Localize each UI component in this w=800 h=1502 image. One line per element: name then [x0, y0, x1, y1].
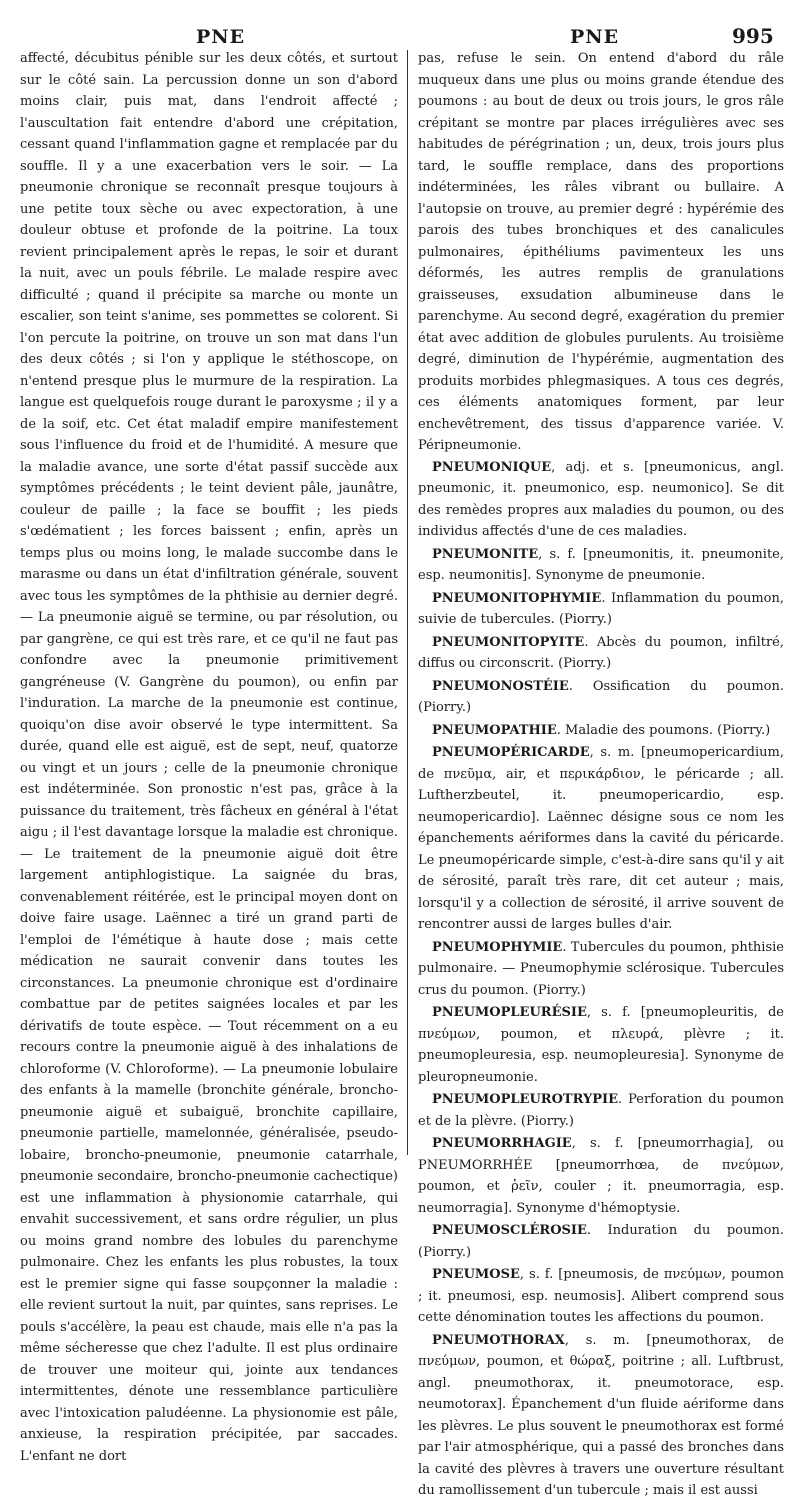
entry-definition: , s. m. [pneumothorax, de πνεύμων, poumon, et θώραξ, poitrine ; all. Luftbrust, angl. pneumothorax, it. pneumotorace, esp. neumotorax]. Épanchement d'un fluide aériforme dans les plèvres. Le plus souvent le pneumothorax est formé par l'air atmosphérique, qui a passé des bronches dans la cavité des plèvres à travers une ouverture résultant du ramollissement d'un tubercule ; mais il est aussi	[418, 1332, 784, 1498]
entry-headword: PNEUMONITOPHYMIE	[432, 590, 602, 606]
dictionary-entry	[418, 1264, 784, 1329]
entry-headword: PNEUMONITE	[432, 546, 539, 562]
entry-definition: , s. m. [pneumopericardium, de πνεῦμα, air, et περικάρδιον, le péricarde ; all. Luftherzbeutel, it. pneumopericardio, esp. neumopericardio]. Laënnec désigne sous ce nom les épanchements aériformes dans la cavité du péricarde. Le pneumopéricarde simple, c'est-à-dire sans qu'il y ait de sérosité, paraît très rare, dit cet auteur ; mais, lorsqu'il y a collection de sérosité, il arrive souvent de rencontrer aussi de larges bulles d'air.	[418, 745, 784, 932]
dictionary-entry	[418, 544, 784, 587]
running-header	[0, 18, 800, 52]
dictionary-entry	[418, 1089, 784, 1132]
page-number: 995	[732, 24, 774, 48]
entry-headword: PNEUMOSE	[432, 1267, 520, 1282]
dictionary-entry	[418, 632, 784, 675]
entry-definition: . Induration du poumon. (Piorry.)	[418, 1223, 784, 1260]
entry-headword: PNEUMONOSTÉIE	[432, 678, 569, 694]
entry-definition: . Inflammation du poumon, suivie de tubercules. (Piorry.)	[418, 590, 784, 627]
entry-headword: PNEUMORRHAGIE	[432, 1136, 572, 1151]
dictionary-entry	[418, 588, 784, 631]
entry-headword: PNEUMONIQUE	[432, 459, 552, 475]
entry-headword: PNEUMOPATHIE	[432, 722, 557, 738]
left-running-head: PNE	[196, 26, 246, 48]
entry-headword: PNEUMOSCLÉROSIE	[432, 1223, 587, 1238]
entry-headword: PNEUMONITOPYITE	[432, 634, 585, 650]
right-column-continuation: pas, refuse le sein. On entend d'abord du râle muqueux dans une plus ou moins grande étendue des poumons : au bout de deux ou trois jours, le gros râle crépitant se montre par places irrégulières avec ses habitudes de pérégrination ; un, deux, trois jours plus tard, le souffle remplace, dans des proportions indéterminées, les râles vibrant ou bullaire. A l'autopsie on trouve, au premier degré : hypérémie des parois des tubes bronchiques et des canalicules pulmonaires, épithéliums pavimenteux les uns déformés, les autres remplis de granulations graisseuses, exsudation albumineuse dans le parenchyme. Au second degré, exagération du premier état avec addition de globules purulents. Au troisième degré, diminution de l'hypérémie, augmentation des produits morbides phlegmasiques. A tous ces degrés, ces éléments anatomiques forment, par leur enchevêtrement, des tissus d'apparence variée. V. Péripneumonie.	[418, 51, 784, 453]
dictionary-entry	[418, 720, 784, 742]
entry-definition: , adj. et s. [pneumonicus, angl. pneumonic, it. pneumonico, esp. neumonico]. Se dit des remèdes propres aux maladies du poumon, ou des individus affectés d'une de ces maladies.	[418, 459, 784, 539]
right-running-head: PNE	[570, 26, 620, 48]
entry-definition: . Ossification du poumon. (Piorry.)	[418, 678, 784, 715]
dictionary-entry	[418, 457, 784, 543]
entry-definition: . Abcès du poumon, infiltré, diffus ou circonscrit. (Piorry.)	[418, 634, 784, 671]
entry-definition: , s. f. [pneumopleuritis, de πνεύμων, poumon, et πλευρά, plèvre ; it. pneumopleuresia, esp. neumopleuresia]. Synonyme de pleuropneumonie.	[418, 1005, 784, 1085]
entry-definition: . Perforation du poumon et de la plèvre. (Piorry.)	[418, 1092, 784, 1129]
entry-definition: , s. f. [pneumosis, de πνεύμων, poumon ; it. pneumosi, esp. neumosis]. Alibert comprend sous cette dénomination toutes les affections du poumon.	[418, 1267, 784, 1325]
column-divider	[407, 50, 408, 1155]
entry-headword: PNEUMOPLEURÉSIE	[432, 1005, 587, 1020]
left-column-text: affecté, décubitus pénible sur les deux côtés, et surtout sur le côté sain. La percussion donne un son d'abord moins clair, puis mat, dans l'endroit affecté ; l'auscultation fait entendre d'abord une crépitation, cessant quand l'inflammation gagne et remplacée par du souffle. Il y a une exacerbation vers le soir. — La pneumonie chronique se reconnaît presque toujours à une petite toux sèche ou avec expectoration, à une douleur obtuse et profonde de la poitrine. La toux revient principalement après le repas, le soir et durant la nuit, avec un pouls fébrile. Le malade respire avec difficulté ; quand il précipite sa marche ou monte un escalier, son teint s'anime, ses pommettes se colorent. Si l'on percute la poitrine, on trouve un son mat dans l'un des deux côtés ; si l'on y applique le stéthoscope, on n'entend presque plus le murmure de la respiration. La langue est quelquefois rouge durant le paroxysme ; il y a de la soif, etc. Cet état maladif empire manifestement sous l'influence du froid et de l'humidité. A mesure que la maladie avance, une sorte d'état passif succède aux symptômes précédents ; le teint devient pâle, jaunâtre, couleur de paille ; la face se bouffit ; les pieds s'œdématient ; les forces baissent ; enfin, après un temps plus ou moins long, le malade succombe dans le marasme ou dans un état d'infiltration générale, souvent avec tous les symptômes de la phthisie au dernier degré. — La pneumonie aiguë se termine, ou par résolution, ou par gangrène, ce qui est très rare, et ce qu'il ne faut pas confondre avec la pneumonie primitivement gangréneuse (V. Gangrène du poumon), ou enfin par l'induration. La marche de la pneumonie est continue, quoiqu'on dise avoir observé le type intermittent. Sa durée, quand elle est aiguë, est de sept, neuf, quatorze ou vingt et un jours ; celle de la pneumonie chronique est indéterminée. Son pronostic n'est pas, grâce à la puissance du traitement, très fâcheux en général à l'état aigu ; il l'est davantage lorsque la maladie est chronique. — Le traitement de la pneumonie aiguë doit être largement antiphlogistique. La saignée du bras, convenablement réitérée, est le principal moyen dont on doive faire usage. Laënnec a tiré un grand parti de l'emploi de l'émétique à haute dose ; mais cette médication ne saurait convenir dans toutes les circonstances. La pneumonie chronique est d'ordinaire combattue par de petites saignées locales et par les dérivatifs de toute espèce. — Tout récemment on a eu recours contre la pneumonie aiguë à des inhalations de chloroforme (V. Chloroforme). — La pneumonie lobulaire des enfants à la mamelle (bronchite générale, broncho-pneumonie aiguë et subaiguë, bronchite capillaire, pneumonie partielle, mamelonnée, généralisée, pseudo-lobaire, broncho-pneumonie, pneumonie catarrhale, pneumonie secondaire, broncho-pneumonie cachectique) est une inflammation à physionomie catarrhale, qui envahit successivement, et sans ordre régulier, un plus ou moins grand nombre des lobules du parenchyme pulmonaire. Chez les enfants les plus robustes, la toux est le premier signe qui fasse soupçonner la maladie : elle revient surtout la nuit, par quintes, sans reprises. Le pouls s'accélère, la peau est chaude, mais elle n'a pas la même sécheresse que chez l'adulte. Il est plus ordinaire de trouver une moiteur qui, jointe aux tendances intermittentes, dénote une ressemblance particulière avec l'intoxication paludéenne. La physionomie est pâle, anxieuse, la respiration précipitée, par saccades. L'enfant ne dort	[20, 51, 398, 1464]
dictionary-entry	[418, 742, 784, 936]
entry-definition: . Tubercules du poumon, phthisie pulmonaire. — Pneumophymie sclérosique. Tubercules crus du poumon. (Piorry.)	[418, 939, 784, 998]
entry-definition: , s. f. [pneumorrhagia], ou PNEUMORRHÉE [pneumorrhœa, de πνεύμων, poumon, et ῥεῖν, couler ; it. pneumorragia, esp. neumorragia]. Synonyme d'hémoptysie.	[418, 1136, 784, 1216]
entry-definition: . Maladie des poumons. (Piorry.)	[556, 722, 771, 738]
entry-headword: PNEUMOPHYMIE	[432, 939, 563, 955]
entry-headword: PNEUMOPLEUROTRYPIE	[432, 1092, 619, 1107]
dictionary-entry	[418, 1002, 784, 1088]
dictionary-entry	[418, 676, 784, 719]
left-column	[20, 48, 398, 1464]
entry-headword: PNEUMOTHORAX	[432, 1332, 565, 1348]
entry-definition: , s. f. [pneumonitis, it. pneumonite, esp. neumonitis]. Synonyme de pneumonie.	[418, 546, 784, 583]
entry-headword: PNEUMOPÉRICARDE	[432, 745, 590, 760]
dictionary-entry	[418, 1133, 784, 1219]
right-column	[418, 48, 784, 1498]
dictionary-entry	[418, 1330, 784, 1502]
dictionary-entries	[418, 457, 784, 1502]
dictionary-entry	[418, 1220, 784, 1263]
dictionary-entry	[418, 937, 784, 1002]
